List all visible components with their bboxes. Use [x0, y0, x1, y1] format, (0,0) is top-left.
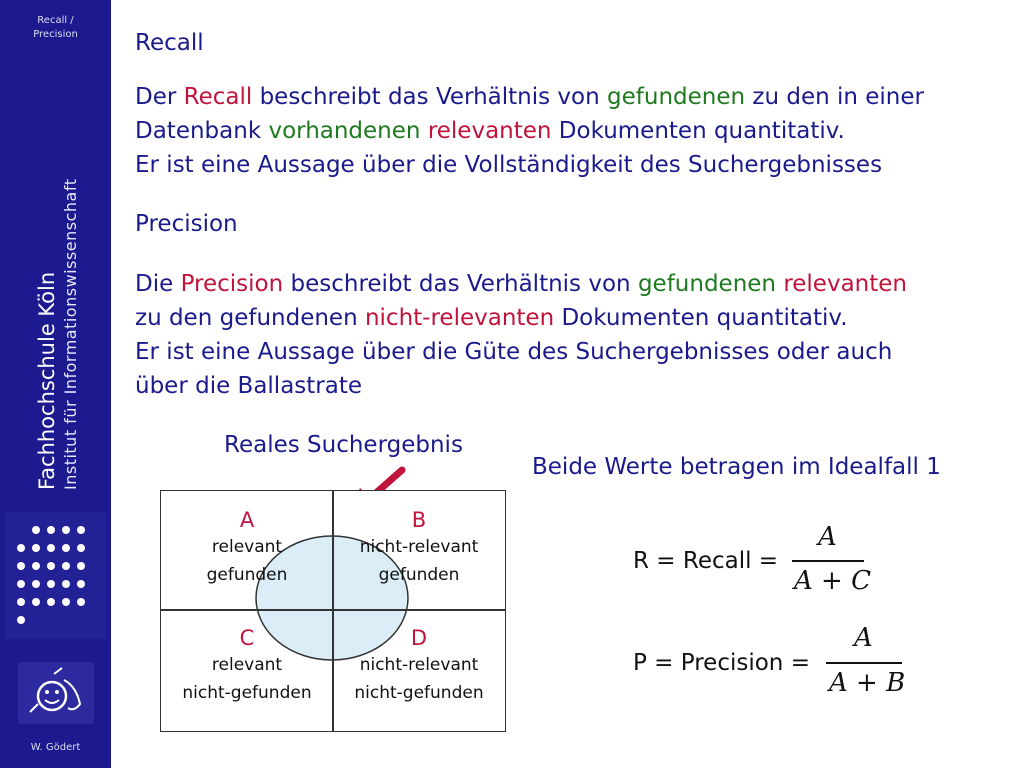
cell-letter: B	[411, 508, 427, 532]
decor-dot	[77, 580, 85, 588]
sidebar-title	[0, 14, 111, 42]
decor-dot	[32, 526, 40, 534]
cell-line1: nicht-relevant	[359, 655, 479, 675]
cell-letter: D	[410, 626, 428, 650]
precision-text-line4: über die Ballastrate	[135, 373, 363, 399]
decor-dot	[32, 580, 40, 588]
recall-formula-lhs: R = Recall =	[633, 548, 779, 574]
text-span: Der	[135, 84, 184, 110]
sidebar-title-line1: Recall /	[37, 15, 74, 26]
matrix-label: Reales Suchergebnis	[224, 432, 463, 458]
decor-dot	[17, 562, 25, 570]
decor-dot	[47, 598, 55, 606]
dot-grid-decoration	[5, 512, 106, 639]
decor-dot	[47, 526, 55, 534]
text-span: Dokumenten quantitativ.	[554, 305, 848, 331]
matrix-cell-d	[333, 625, 505, 707]
decor-dot	[77, 526, 85, 534]
decor-dot	[77, 544, 85, 552]
cell-line2: nicht-gefunden	[182, 683, 312, 703]
cell-line2: gefunden	[206, 565, 288, 585]
decor-dot	[47, 562, 55, 570]
decor-dot	[32, 544, 40, 552]
sidebar-title-line2: Precision	[33, 29, 78, 40]
cell-line2: gefunden	[378, 565, 460, 585]
decor-dot	[32, 562, 40, 570]
decor-dot	[77, 598, 85, 606]
sidebar	[0, 0, 111, 768]
text-span: beschreibt das Verhältnis von	[252, 84, 608, 110]
decor-dot	[62, 562, 70, 570]
recall-heading: Recall	[135, 30, 204, 56]
matrix-cell-b	[333, 507, 505, 589]
recall-text-line1	[135, 80, 924, 114]
precision-text-line2	[135, 301, 848, 335]
text-span	[421, 118, 428, 144]
institution-name: Fachhochschule Köln	[35, 271, 59, 490]
result-matrix	[160, 490, 506, 732]
author-label: W. Gödert	[30, 742, 81, 753]
decor-dot	[17, 580, 25, 588]
decor-dot	[77, 562, 85, 570]
recall-text-line2	[135, 114, 845, 148]
text-span: Die	[135, 271, 181, 297]
highlight-recall: Recall	[183, 84, 253, 110]
smiley-logo-icon	[18, 662, 94, 724]
cell-letter: C	[239, 626, 255, 650]
text-span: Dokumenten quantitativ.	[551, 118, 845, 144]
decor-dot	[62, 598, 70, 606]
precision-denominator: A + B	[829, 668, 906, 698]
highlight-relevanten: relevanten	[427, 118, 552, 144]
text-span: zu den in einer	[745, 84, 924, 110]
precision-text-line3: Er ist eine Aussage über die Güte des Suchergebnisses oder auch	[135, 339, 893, 365]
cell-line1: nicht-relevant	[359, 537, 479, 557]
decor-dot	[17, 616, 25, 624]
decor-dot	[62, 526, 70, 534]
highlight-precision: Precision	[180, 271, 284, 297]
decor-dot	[62, 580, 70, 588]
recall-fraction-line	[792, 560, 864, 562]
decor-dot	[47, 580, 55, 588]
institution-label	[34, 179, 82, 490]
institute-name: Institut für Informationswissenschaft	[61, 178, 80, 490]
matrix-divider-horizontal	[161, 609, 505, 611]
decor-dot	[62, 544, 70, 552]
decor-dot	[17, 544, 25, 552]
cell-line1: relevant	[211, 537, 283, 557]
precision-formula-lhs: P = Precision =	[633, 650, 810, 676]
text-span: Datenbank	[135, 118, 269, 144]
cell-line1: relevant	[211, 655, 283, 675]
decor-dot	[17, 598, 25, 606]
matrix-cell-c	[161, 625, 333, 707]
recall-denominator: A + C	[794, 566, 871, 596]
decor-dot	[47, 544, 55, 552]
ideal-note: Beide Werte betragen im Idealfall 1	[532, 454, 941, 480]
decor-dot	[32, 598, 40, 606]
highlight-relevanten: relevanten	[783, 271, 907, 297]
cell-line2: nicht-gefunden	[354, 683, 484, 703]
cell-letter: A	[239, 508, 255, 532]
matrix-cell-a	[161, 507, 333, 589]
highlight-nicht-relevanten: nicht-relevanten	[364, 305, 555, 331]
text-span: beschreibt das Verhältnis von	[283, 271, 638, 297]
text-span: zu den gefundenen	[135, 305, 365, 331]
precision-text-line1	[135, 267, 907, 301]
precision-heading: Precision	[135, 211, 238, 237]
recall-numerator: A	[818, 522, 837, 552]
precision-fraction-line	[826, 662, 902, 664]
precision-numerator: A	[854, 623, 873, 653]
highlight-vorhandenen: vorhandenen	[268, 118, 421, 144]
highlight-gefundenen: gefundenen	[637, 271, 776, 297]
recall-text-line3: Er ist eine Aussage über die Vollständigkeit des Suchergebnisses	[135, 152, 883, 178]
highlight-gefundenen: gefundenen	[607, 84, 746, 110]
